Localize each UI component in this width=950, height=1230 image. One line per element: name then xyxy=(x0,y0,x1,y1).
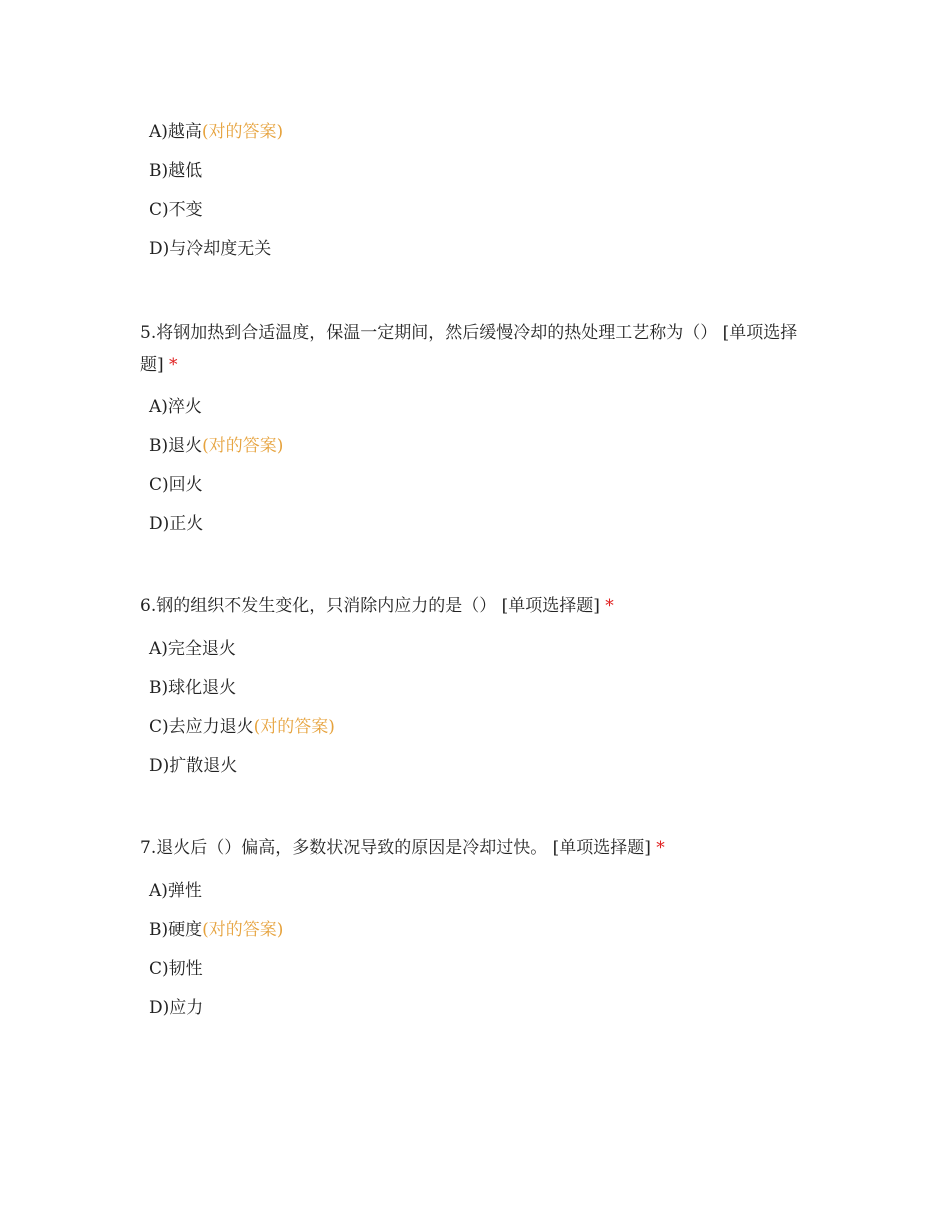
question-text: 6.钢的组织不发生变化，只消除内应力的是（） [单项选择题] xyxy=(140,596,600,616)
option-label: D)与冷却度无关 xyxy=(149,239,272,259)
question-6 xyxy=(140,590,810,622)
option-q5-c xyxy=(149,473,203,497)
option-label: A)越高 xyxy=(149,122,202,142)
correct-answer-mark: (对的答案) xyxy=(202,436,284,456)
option-label: A)淬火 xyxy=(149,397,202,417)
required-mark: * xyxy=(656,838,665,858)
option-q5-a xyxy=(149,395,202,419)
correct-answer-mark: (对的答案) xyxy=(201,122,284,142)
required-mark: * xyxy=(605,596,614,616)
option-label: A)完全退火 xyxy=(149,639,236,659)
option-label: D)正火 xyxy=(149,514,204,534)
option-q5-b xyxy=(149,434,283,458)
option-label: D)应力 xyxy=(149,998,204,1018)
option-label: B)越低 xyxy=(149,161,203,181)
option-label: A)弹性 xyxy=(149,881,202,901)
option-q7-d xyxy=(149,996,203,1020)
correct-answer-mark: (对的答案) xyxy=(202,920,284,940)
option-q7-c xyxy=(149,957,203,981)
option-q6-d xyxy=(149,754,237,778)
option-q4-a xyxy=(149,120,283,144)
question-text: 7.退火后（）偏高，多数状况导致的原因是冷却过快。 [单项选择题] xyxy=(140,838,651,858)
question-5 xyxy=(140,317,810,381)
option-label: C)韧性 xyxy=(149,959,203,979)
option-q7-b xyxy=(149,918,283,942)
option-q4-c xyxy=(149,198,203,222)
option-q5-d xyxy=(149,512,203,536)
option-q6-b xyxy=(149,676,236,700)
option-label: C)回火 xyxy=(149,475,203,495)
option-q6-c xyxy=(149,715,335,739)
option-label: D)扩散退火 xyxy=(149,756,238,776)
option-label: B)球化退火 xyxy=(149,678,237,698)
option-label: B)退火 xyxy=(149,436,203,456)
option-q4-d xyxy=(149,237,271,261)
option-q7-a xyxy=(149,879,202,903)
option-label: B)硬度 xyxy=(149,920,203,940)
required-mark: * xyxy=(169,355,178,375)
correct-answer-mark: (对的答案) xyxy=(253,717,335,737)
question-text: 5.将钢加热到合适温度，保温一定期间，然后缓慢冷却的热处理工艺称为（） [单项选择题] xyxy=(140,323,798,375)
option-label: C)去应力退火 xyxy=(149,717,254,737)
question-7 xyxy=(140,832,810,864)
option-q6-a xyxy=(149,637,236,661)
option-q4-b xyxy=(149,159,202,183)
option-label: C)不变 xyxy=(149,200,203,220)
